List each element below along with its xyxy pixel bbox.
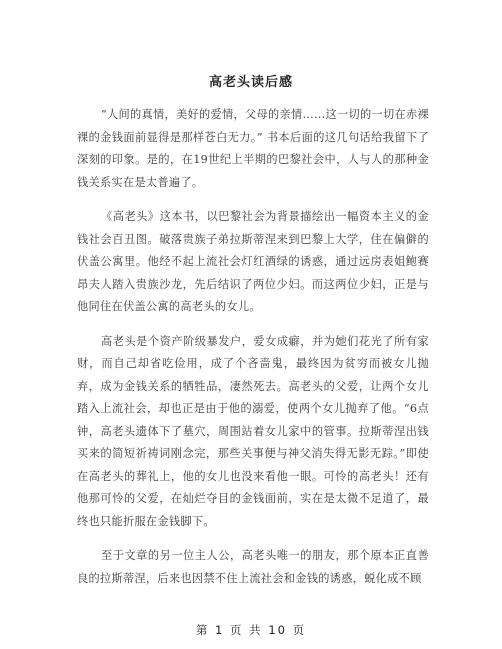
- paragraph-1: “人间的真情，美好的爱情，父母的亲情……这一切的一切在赤裸裸的金钱面前显得是那样苍白无力。” 书本后面的这几句话给我留下了深刻的印象。是的，在19世纪上半期的巴黎社会中，人与人的那种金钱关系实在是太普遍了。: [77, 108, 429, 189]
- page-number-footer: 第 1 页 共 10 页: [195, 623, 307, 637]
- document-body: [77, 104, 429, 590]
- paragraph-2: 《高老头》这本书，以巴黎社会为背景描绘出一幅资本主义的金钱社会百丑图。破落贵族子弟拉斯蒂涅来到巴黎上大学，住在偏僻的伏盖公寓里。他经不起上流社会灯红酒绿的诱惑，通过远房表姐鲍赛昂夫人踏入贵族沙龙，先后结识了两位少妇。而这两位少妇，正是与他同住在伏盖公寓的高老头的女儿。: [77, 210, 429, 313]
- document-title: 高老头读后感: [208, 75, 293, 90]
- paragraph-3: 高老头是个资产阶级暴发户，爱女成癖，并为她们花光了所有家财，而自己却省吃俭用，成了个吝啬鬼，最终因为贫穷而被女儿抛弃，成为金钱关系的牺牲品，凄然死去。高老头的父爱，让两个女儿踏入上流社会，却也正是由于他的溺爱，使两个女儿抛弃了他。“6点钟，高老头遗体下了墓穴，周围站着女儿家中的管事。拉斯蒂涅出钱买来的简短祈祷词刚念完，那些关事便与神父消失得无影无踪。”即使在高老头的葬礼上，他的女儿也没来看他一眼。可怜的高老头！还有他那可怜的父爱，在灿烂夺目的金钱面前，实在是太微不足道了，最终也只能折服在金钱脚下。: [77, 334, 429, 528]
- paragraph-4: 至于文章的另一位主人公，高老头唯一的朋友，那个原本正直善良的拉斯蒂涅，后来也因禁不住上流社会和金钱的诱惑，蜕化成不顾: [77, 549, 429, 585]
